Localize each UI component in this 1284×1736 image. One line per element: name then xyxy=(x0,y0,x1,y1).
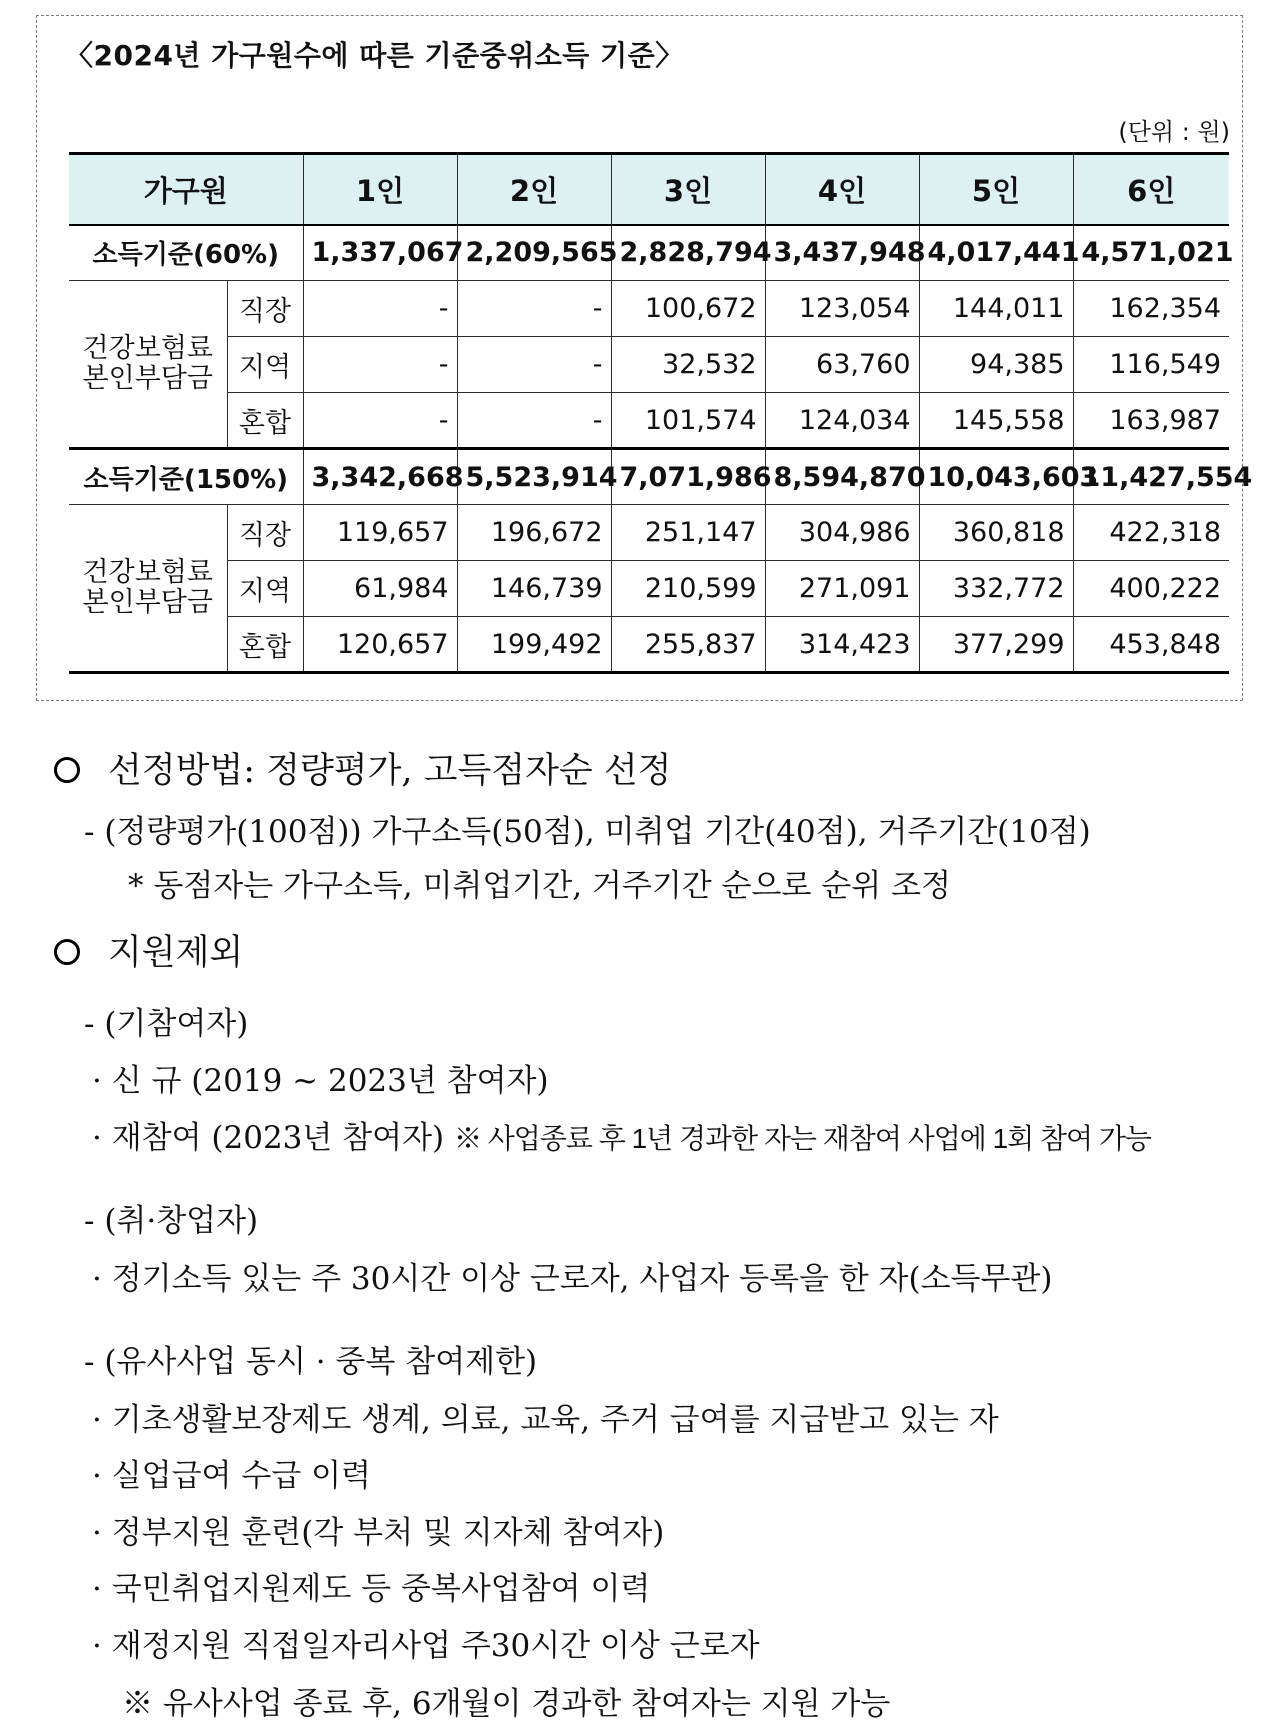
cell: 1,337,067 xyxy=(303,225,457,281)
row-ins60-workplace xyxy=(69,281,1229,337)
cell: 304,986 xyxy=(765,505,919,561)
cell: 120,657 xyxy=(303,617,457,673)
similar-program-heading: - (유사사업 동시 · 중복 참여제한) xyxy=(84,1344,538,1380)
cell: 116,549 xyxy=(1073,337,1229,393)
selection-heading: 선정방법: 정량평가, 고득점자순 선정 xyxy=(54,743,671,793)
row-income-150 xyxy=(69,449,1229,505)
cell: 332,772 xyxy=(919,561,1073,617)
cell: 144,011 xyxy=(919,281,1073,337)
cell: 119,657 xyxy=(303,505,457,561)
cell: 3,342,668 xyxy=(303,449,457,505)
row-ins60-mixed xyxy=(69,393,1229,449)
ins-type: 지역 xyxy=(227,337,303,393)
row-ins150-regional xyxy=(69,561,1229,617)
cell: 4,571,021 xyxy=(1073,225,1229,281)
row-label-150: 소득기준(150%) xyxy=(69,449,303,505)
row-label-60: 소득기준(60%) xyxy=(69,225,303,281)
similar-item: · 정부지원 훈련(각 부처 및 지자체 참여자) xyxy=(92,1515,665,1551)
cell: 61,984 xyxy=(303,561,457,617)
table-title: 〈2024년 가구원수에 따른 기준중위소득 기준〉 xyxy=(65,39,684,72)
income-standard-box xyxy=(36,15,1253,701)
cell: 400,222 xyxy=(1073,561,1229,617)
cell: 271,091 xyxy=(765,561,919,617)
similar-item: · 실업급여 수급 이력 xyxy=(92,1458,371,1494)
prev-re-item xyxy=(92,1112,1151,1157)
cell: 2,209,565 xyxy=(457,225,611,281)
row-ins150-workplace xyxy=(69,505,1229,561)
cell: 145,558 xyxy=(919,393,1073,449)
prev-participant-heading: - (기참여자) xyxy=(84,1006,249,1042)
cell: - xyxy=(457,393,611,449)
cell: 100,672 xyxy=(611,281,765,337)
cell: 251,147 xyxy=(611,505,765,561)
cell: 422,318 xyxy=(1073,505,1229,561)
prev-re-note: ※ 사업종료 후 1년 경과한 자는 재참여 사업에 1회 참여 가능 xyxy=(453,1123,1151,1154)
ins-type: 혼합 xyxy=(227,393,303,449)
similar-item: · 국민취업지원제도 등 중복사업참여 이력 xyxy=(92,1571,651,1607)
cell: - xyxy=(303,281,457,337)
cell: 199,492 xyxy=(457,617,611,673)
ins-type: 지역 xyxy=(227,561,303,617)
ins-type: 직장 xyxy=(227,281,303,337)
cell: 162,354 xyxy=(1073,281,1229,337)
cell: 453,848 xyxy=(1073,617,1229,673)
cell: 2,828,794 xyxy=(611,225,765,281)
employed-item: · 정기소득 있는 주 30시간 이상 근로자, 사업자 등록을 한 자(소득무관) xyxy=(92,1261,1053,1297)
group-label-60: 건강보험료 본인부담금 xyxy=(69,281,227,449)
cell: 5,523,914 xyxy=(457,449,611,505)
header-2p: 2인 xyxy=(457,154,611,225)
cell: 196,672 xyxy=(457,505,611,561)
header-1p: 1인 xyxy=(303,154,457,225)
cell: - xyxy=(457,337,611,393)
header-5p: 5인 xyxy=(919,154,1073,225)
cell: 4,017,441 xyxy=(919,225,1073,281)
employed-heading: - (취·창업자) xyxy=(84,1203,259,1239)
ins-type: 직장 xyxy=(227,505,303,561)
cell: 94,385 xyxy=(919,337,1073,393)
cell: 360,818 xyxy=(919,505,1073,561)
unit-label: (단위 : 원) xyxy=(1118,118,1230,146)
cell: - xyxy=(303,393,457,449)
cell: 377,299 xyxy=(919,617,1073,673)
cell: 123,054 xyxy=(765,281,919,337)
circle-bullet-icon xyxy=(54,757,80,783)
cell: 101,574 xyxy=(611,393,765,449)
cell: - xyxy=(303,337,457,393)
row-ins60-regional xyxy=(69,337,1229,393)
selection-note: * 동점자는 가구소득, 미취업기간, 거주기간 순으로 순위 조정 xyxy=(128,868,951,904)
cell: 314,423 xyxy=(765,617,919,673)
ins-type: 혼합 xyxy=(227,617,303,673)
cell: 32,532 xyxy=(611,337,765,393)
group-label-150: 건강보험료 본인부담금 xyxy=(69,505,227,673)
income-standard-table xyxy=(69,152,1253,674)
table-header-row xyxy=(69,154,1229,225)
similar-item: · 재정지원 직접일자리사업 주30시간 이상 근로자 xyxy=(92,1628,760,1664)
selection-detail: - (정량평가(100점)) 가구소득(50점), 미취업 기간(40점), 거주기간(10점) xyxy=(84,814,1091,850)
cell: 163,987 xyxy=(1073,393,1229,449)
row-income-60 xyxy=(69,225,1229,281)
cell: 255,837 xyxy=(611,617,765,673)
circle-bullet-icon xyxy=(54,939,80,965)
cell: - xyxy=(457,281,611,337)
similar-note: ※ 유사사업 종료 후, 6개월이 경과한 참여자는 지원 가능 xyxy=(122,1686,891,1722)
header-6p: 6인 xyxy=(1073,154,1229,225)
cell: 124,034 xyxy=(765,393,919,449)
cell: 11,427,554 xyxy=(1073,449,1229,505)
cell: 210,599 xyxy=(611,561,765,617)
exclusion-heading: 지원제외 xyxy=(54,925,243,975)
header-household: 가구원 xyxy=(69,154,303,225)
cell: 3,437,948 xyxy=(765,225,919,281)
prev-re-text: · 재참여 (2023년 참여자) xyxy=(92,1120,445,1156)
cell: 10,043,603 xyxy=(919,449,1073,505)
cell: 146,739 xyxy=(457,561,611,617)
cell: 8,594,870 xyxy=(765,449,919,505)
cell: 63,760 xyxy=(765,337,919,393)
header-3p: 3인 xyxy=(611,154,765,225)
header-4p: 4인 xyxy=(765,154,919,225)
row-ins150-mixed xyxy=(69,617,1229,673)
prev-new-item: · 신 규 (2019 ~ 2023년 참여자) xyxy=(92,1063,549,1099)
cell: 7,071,986 xyxy=(611,449,765,505)
similar-item: · 기초생활보장제도 생계, 의료, 교육, 주거 급여를 지급받고 있는 자 xyxy=(92,1402,999,1438)
